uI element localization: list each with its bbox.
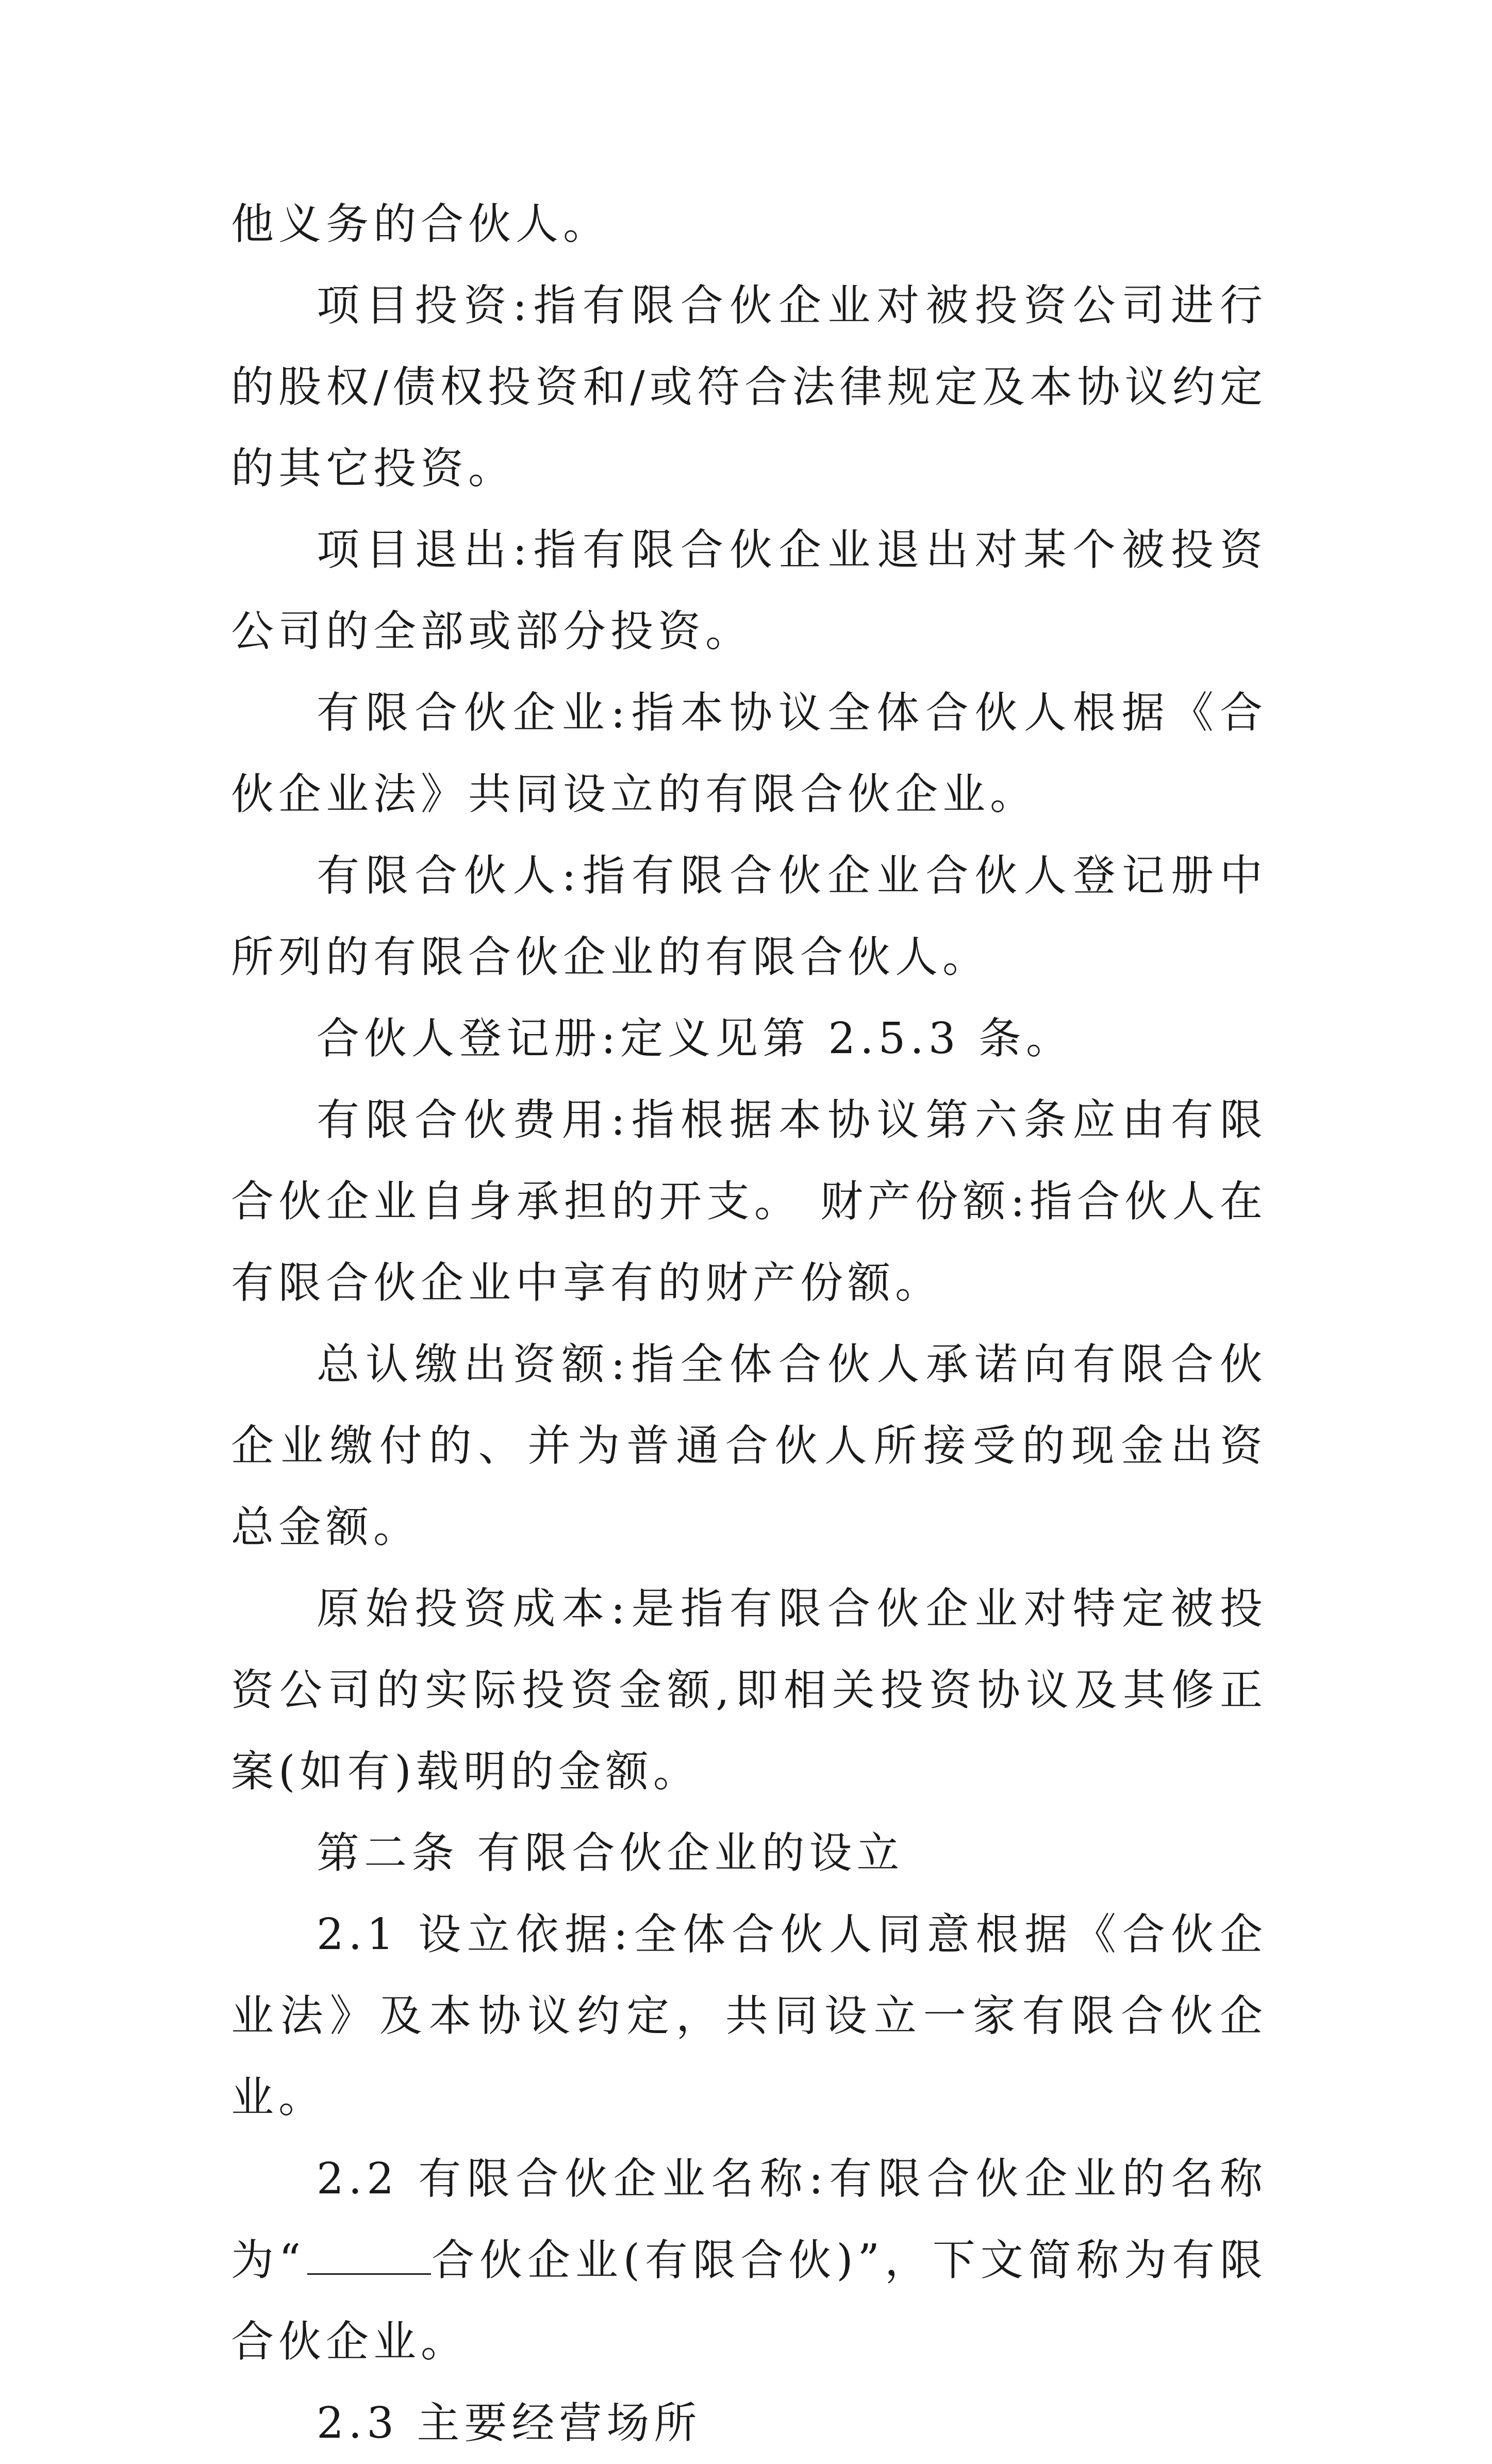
paragraph-2-2-name [231, 2138, 1267, 2383]
paragraph-2-1-basis: 2.1 设立依据:全体合伙人同意根据《合伙企业法》及本协议约定，共同设立一家有限合伙企业。 [231, 1909, 1267, 2122]
paragraph-2-2-text-after: 合伙企业(有限合伙)”，下文简称为有限合伙企业。 [231, 2235, 1267, 2367]
paragraph-2-3-place: 2.3 主要经营场所 [317, 2398, 702, 2448]
paragraph-original-investment-cost: 原始投资成本:是指有限合伙企业对特定被投资公司的实际投资金额,即相关投资协议及其修正案(如有)载明的金额。 [231, 1584, 1267, 1796]
paragraph-limited-partner: 有限合伙人:指有限合伙企业合伙人登记册中所列的有限合伙企业的有限合伙人。 [231, 851, 1267, 982]
paragraph-partnership-expenses: 有限合伙费用:指根据本协议第六条应由有限合伙企业自身承担的开支。 财产份额:指合伙人在有限合伙企业中享有的财产份额。 [231, 1095, 1267, 1308]
section-heading-article-2: 第二条 有限合伙企业的设立 [317, 1828, 904, 1878]
paragraph-2-2-text-before: 2.2 有限合伙企业名称:有限合伙企业的名称为“ [231, 2154, 1267, 2285]
paragraph-project-exit: 项目退出:指有限合伙企业退出对某个被投资公司的全部或部分投资。 [231, 525, 1267, 656]
paragraph-partner-register: 合伙人登记册:定义见第 2.5.3 条。 [317, 1013, 1073, 1063]
paragraph-continuation: 他义务的合伙人。 [231, 199, 610, 249]
document-body [231, 184, 1267, 2464]
name-blank-line [307, 2241, 431, 2275]
paragraph-project-investment: 项目投资:指有限合伙企业对被投资公司进行的股权/债权投资和/或符合法律规定及本协议约定的其它投资。 [231, 280, 1267, 493]
paragraph-total-subscribed-capital: 总认缴出资额:指全体合伙人承诺向有限合伙企业缴付的、并为普通合伙人所接受的现金出资总金额。 [231, 1339, 1267, 1552]
paragraph-limited-partnership: 有限合伙企业:指本协议全体合伙人根据《合伙企业法》共同设立的有限合伙企业。 [231, 688, 1267, 819]
